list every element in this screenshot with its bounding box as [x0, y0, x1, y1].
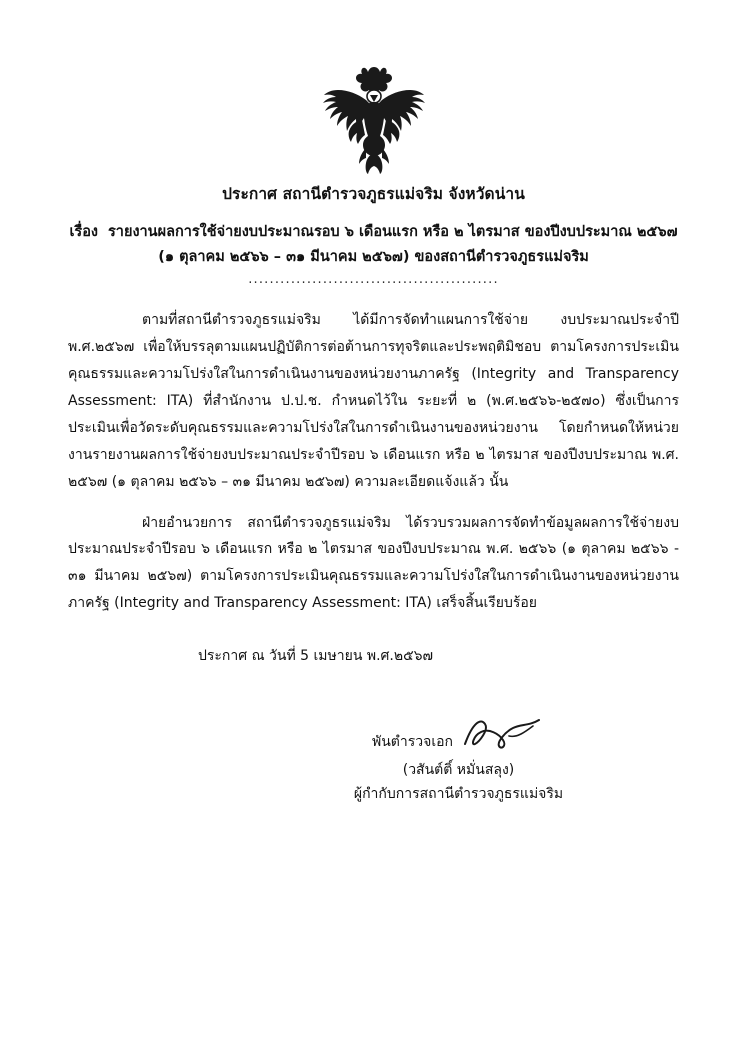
signer-name: (วสันต์ติ์ หมั่นสลุง) [402, 761, 515, 778]
announcement-date: ประกาศ ณ วันที่ 5 เมษายน พ.ศ.๒๕๖๗ [198, 648, 434, 665]
signer-position: ผู้กำกับการสถานีตำรวจภูธรแม่จริม [353, 786, 564, 803]
subject-line-1 [68, 220, 679, 245]
subject-text-1: รายงานผลการใช้จ่ายงบประมาณรอบ ๖ เดือนแรก หรือ ๒ ไตรมาส ของปีงบประมาณ ๒๕๖๗ [108, 223, 678, 240]
paragraph-2-text: ฝ่ายอำนวยการ สถานีตำรวจภูธรแม่จริม ได้รวบรวมผลการจัดทำข้อมูลผลการใช้จ่ายงบประมาณประจำปีรอบ ๖ เดือนแรก หรือ ๒ ไตรมาส ของปีงบประมาณ พ.ศ. ๒๕๖๖ (๑ ตุลาคม ๒๕๖๖ - ๓๑ มีนาคม ๒๕๖๗) ตามโครงการประเมินคุณธรรมและความโปร่งใสในการดำเนินงานของหน่วยงานภาครัฐ (Integrity and Transparency Assessment: ITA) เสร็จสิ้นเรียบร้อย [68, 514, 679, 612]
signer-rank: พันตำรวจเอก [371, 734, 453, 751]
subject-line-2: (๑ ตุลาคม ๒๕๖๖ – ๓๑ มีนาคม ๒๕๖๗) ของสถานีตำรวจภูธรแม่จริม [158, 249, 589, 266]
signature-block [68, 716, 679, 807]
garuda-emblem-wrapper [68, 62, 679, 174]
paragraph-2 [68, 510, 679, 618]
decorative-divider: ............................................... [248, 272, 499, 288]
handwritten-signature-icon [459, 714, 545, 756]
paragraph-1 [68, 307, 679, 495]
paragraph-1-text: ตามที่สถานีตำรวจภูธรแม่จริม ได้มีการจัดทำแผนการใช้จ่าย งบประมาณประจำปี พ.ศ.๒๕๖๗ เพื่อให้บรรลุตามแผนปฏิบัติการต่อต้านการทุจริตและประพฤติมิชอบ ตามโครงการประเมินคุณธรรมและความโปร่งใสในการดำเนินงานของหน่วยงานภาครัฐ (Integrity and Transparency Assessment: ITA) ที่สำนักงาน ป.ป.ช. กำหนดไว้ใน ระยะที่ ๒ (พ.ศ.๒๕๖๖-๒๕๗๐) ซึ่งเป็นการประเมินเพื่อวัดระดับคุณธรรมและความโปร่งใสในการดำเนินงานของหน่วยงาน โดยกำหนดให้หน่วยงานรายงานผลการใช้จ่ายงบประมาณประจำปีรอบ ๖ เดือนแรก หรือ ๒ ไตรมาส ของปีงบประมาณ พ.ศ. ๒๕๖๗ (๑ ตุลาคม ๒๕๖๖ – ๓๑ มีนาคม ๒๕๖๗) ความละเอียดแจ้งแล้ว นั้น [68, 312, 679, 490]
garuda-emblem-icon [314, 62, 434, 174]
signature-row [238, 716, 679, 756]
document-title: ประกาศ สถานีตำรวจภูธรแม่จริม จังหวัดน่าน [222, 185, 525, 203]
subject-label: เรื่อง [69, 223, 99, 240]
